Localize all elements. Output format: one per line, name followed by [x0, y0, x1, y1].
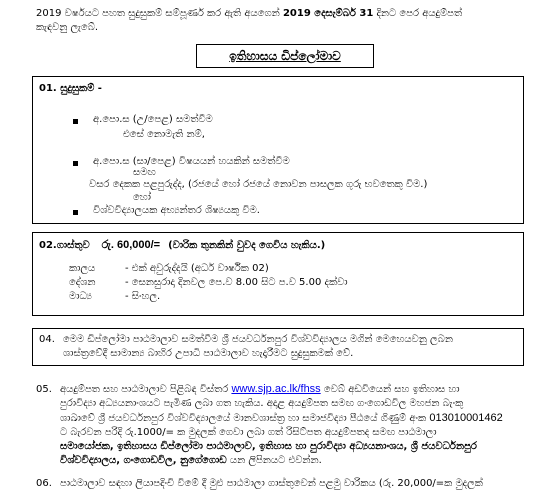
- qualification-item-2-note: වසර දෙකක පළපුරුද්ද, (රජයේ හෝ රජයේ නොවන පාසලක ගුරු භවතෙකු විම.): [89, 179, 428, 190]
- fee-box: [32, 232, 524, 316]
- fee-row-lectures: දේශන - සෙනසුරාදා දිනවල පෙ.ව 8.00 සිට ප.ව 5.00 දක්වා: [69, 277, 348, 288]
- section-04-line-1: මෙම ඩිප්ලෝමා පාඨමාලාව සමත්වීම ශ්‍රී ජයවර්ධනපුර විශ්වවිද්‍යාලය මගින් මෙහෙයවනු ලබන: [63, 334, 453, 345]
- qualification-item-2: අ.පො.ස (සා/පෙළ) විෂයයන් හයකින් සමත්වීම: [93, 156, 290, 167]
- qualifications-box: [32, 76, 524, 224]
- intro-line-1: [36, 8, 536, 21]
- section-05-text: අයදුම්පත සහ පාඨමාලාව පිළිබඳ විස්තර: [60, 384, 232, 395]
- section-04-line-2: ශාස්ත්‍රවේදී සාමාන්‍ය බාහිර උපාධි පාඨමාලාව හැදෑරීමට සුදුසුකමක් වේ.: [63, 348, 354, 359]
- section-06-line-1: පාඨමාලාව සඳහා ලියාපදිංචි විමේ දී මුළු පාඨමාලා ගාස්තුවෙන් පළමු වාරිකය (රු. 20,000/=ක මුදලක්: [60, 478, 483, 489]
- section-04-number: 04.: [39, 334, 55, 345]
- bullet-icon: [73, 161, 78, 166]
- section-05-line-1: [60, 382, 530, 397]
- fee-row-value: සිංහල.: [131, 291, 161, 302]
- intro-text: 2019 වර්ෂයට පහත සුදුසුකම් සම්පූර්ණ කර ඇති අයගෙන්: [36, 8, 283, 19]
- section-05-line-2: පුරාවිද්‍යා අධ්‍යයනාංශයට පැමිණ ලබා ගත හැකිය. අදාළ අයදුම්පත සමඟ ගංගොඩවිල මහජන බැංකු: [60, 398, 464, 409]
- section-04-box: [32, 328, 524, 366]
- website-link[interactable]: www.sjp.ac.lk/fhss: [231, 383, 321, 395]
- fee-row-duration: කාලය - එක් අවුරුද්දයි (අර්ධ වාර්ෂික 02): [69, 263, 269, 274]
- account-number: 013010001462: [429, 412, 503, 424]
- intro-deadline: 2019 දෙසැම්බර් 31: [282, 8, 374, 19]
- qualification-item-2-with: සමඟ: [133, 167, 156, 178]
- bullet-icon: [73, 119, 78, 124]
- section-05-number: 05.: [36, 384, 52, 395]
- section-05-text: යන ලිපිනයට එවන්න.: [226, 455, 322, 466]
- qualifications-heading: 01. සුදුසුකම් -: [39, 83, 102, 94]
- section-06-number: 06.: [36, 478, 52, 489]
- fee-row-medium: මාධ්‍ය - සිංහල.: [69, 291, 161, 302]
- section-05-text: වෙබ් අඩවියෙන් සහ ඉතිහාස හා: [320, 384, 460, 395]
- fee-note: (වාරික තුනකින් වුවද ගෙවිය හැකිය.): [168, 240, 326, 251]
- section-05-line-6: [60, 454, 530, 468]
- fee-row-label: කාලය: [69, 263, 96, 274]
- section-05-address: විශ්වවිද්‍යාලය, ගංගොඩවිල, නුගේගොඩ: [60, 455, 227, 466]
- section-05-line-5: සමායෝජක, ඉතිහාසය ඩිප්ලෝමා පාඨමාලාව, ඉතිහාස හා පුරාවිද්‍යා අධ්‍යයනාංශය, ශ්‍රී ජයවර්ධනපුර: [60, 441, 477, 452]
- fee-row-value: සෙනසුරාදා දිනවල පෙ.ව 8.00 සිට ප.ව 5.00 දක්වා: [131, 277, 348, 288]
- qualification-item-1: අ.පො.ස (උ/පෙළ) සමත්වීම: [93, 114, 213, 125]
- fee-heading: 02.ගාස්තුව: [39, 240, 90, 251]
- bullet-icon: [73, 210, 78, 215]
- document-title: ඉතිහාසය ඩිප්ලෝමාව: [229, 49, 341, 63]
- intro-text-end: දිනට පෙර අයදුම්පත්: [373, 8, 463, 19]
- section-05-line-4: ට බැරවන පරිදි රු.1000/= ක මුදලක් ගෙවා ලබා ගත් රිසිට්පත අයදුම්පතද සමඟ පාඨමාලා: [60, 427, 437, 438]
- qualification-item-3: විශ්වවිද්‍යාලයක අභ්‍යන්තර ශිෂ්‍යයකු විම.: [93, 205, 260, 216]
- qualification-or: හෝ: [133, 192, 151, 203]
- qualification-item-1-note: එසේ නොමැති නම්,: [123, 129, 205, 140]
- section-05-line-3: [60, 411, 530, 426]
- title-box: [196, 44, 374, 68]
- section-05-body: [60, 382, 530, 468]
- fee-amount: රු. 60,000/=: [101, 239, 161, 251]
- fee-row-label: දේශන: [69, 277, 96, 288]
- fee-row-label: මාධ්‍ය: [69, 291, 92, 302]
- fee-row-value: එක් අවුරුද්දයි (අර්ධ වාර්ෂික 02): [131, 263, 269, 274]
- fee-heading-line: [39, 239, 325, 253]
- intro-line-2: කැඳවනු ලැබේ.: [36, 22, 99, 33]
- section-05-text: ශාඛාවේ ශ්‍රී ජයවර්ධනපුර විශ්වවිද්‍යාලයේ මානවශාස්ත්‍ර හා සමාජවිද්‍යා පීඨයේ ගිණුම් අංක: [60, 413, 430, 424]
